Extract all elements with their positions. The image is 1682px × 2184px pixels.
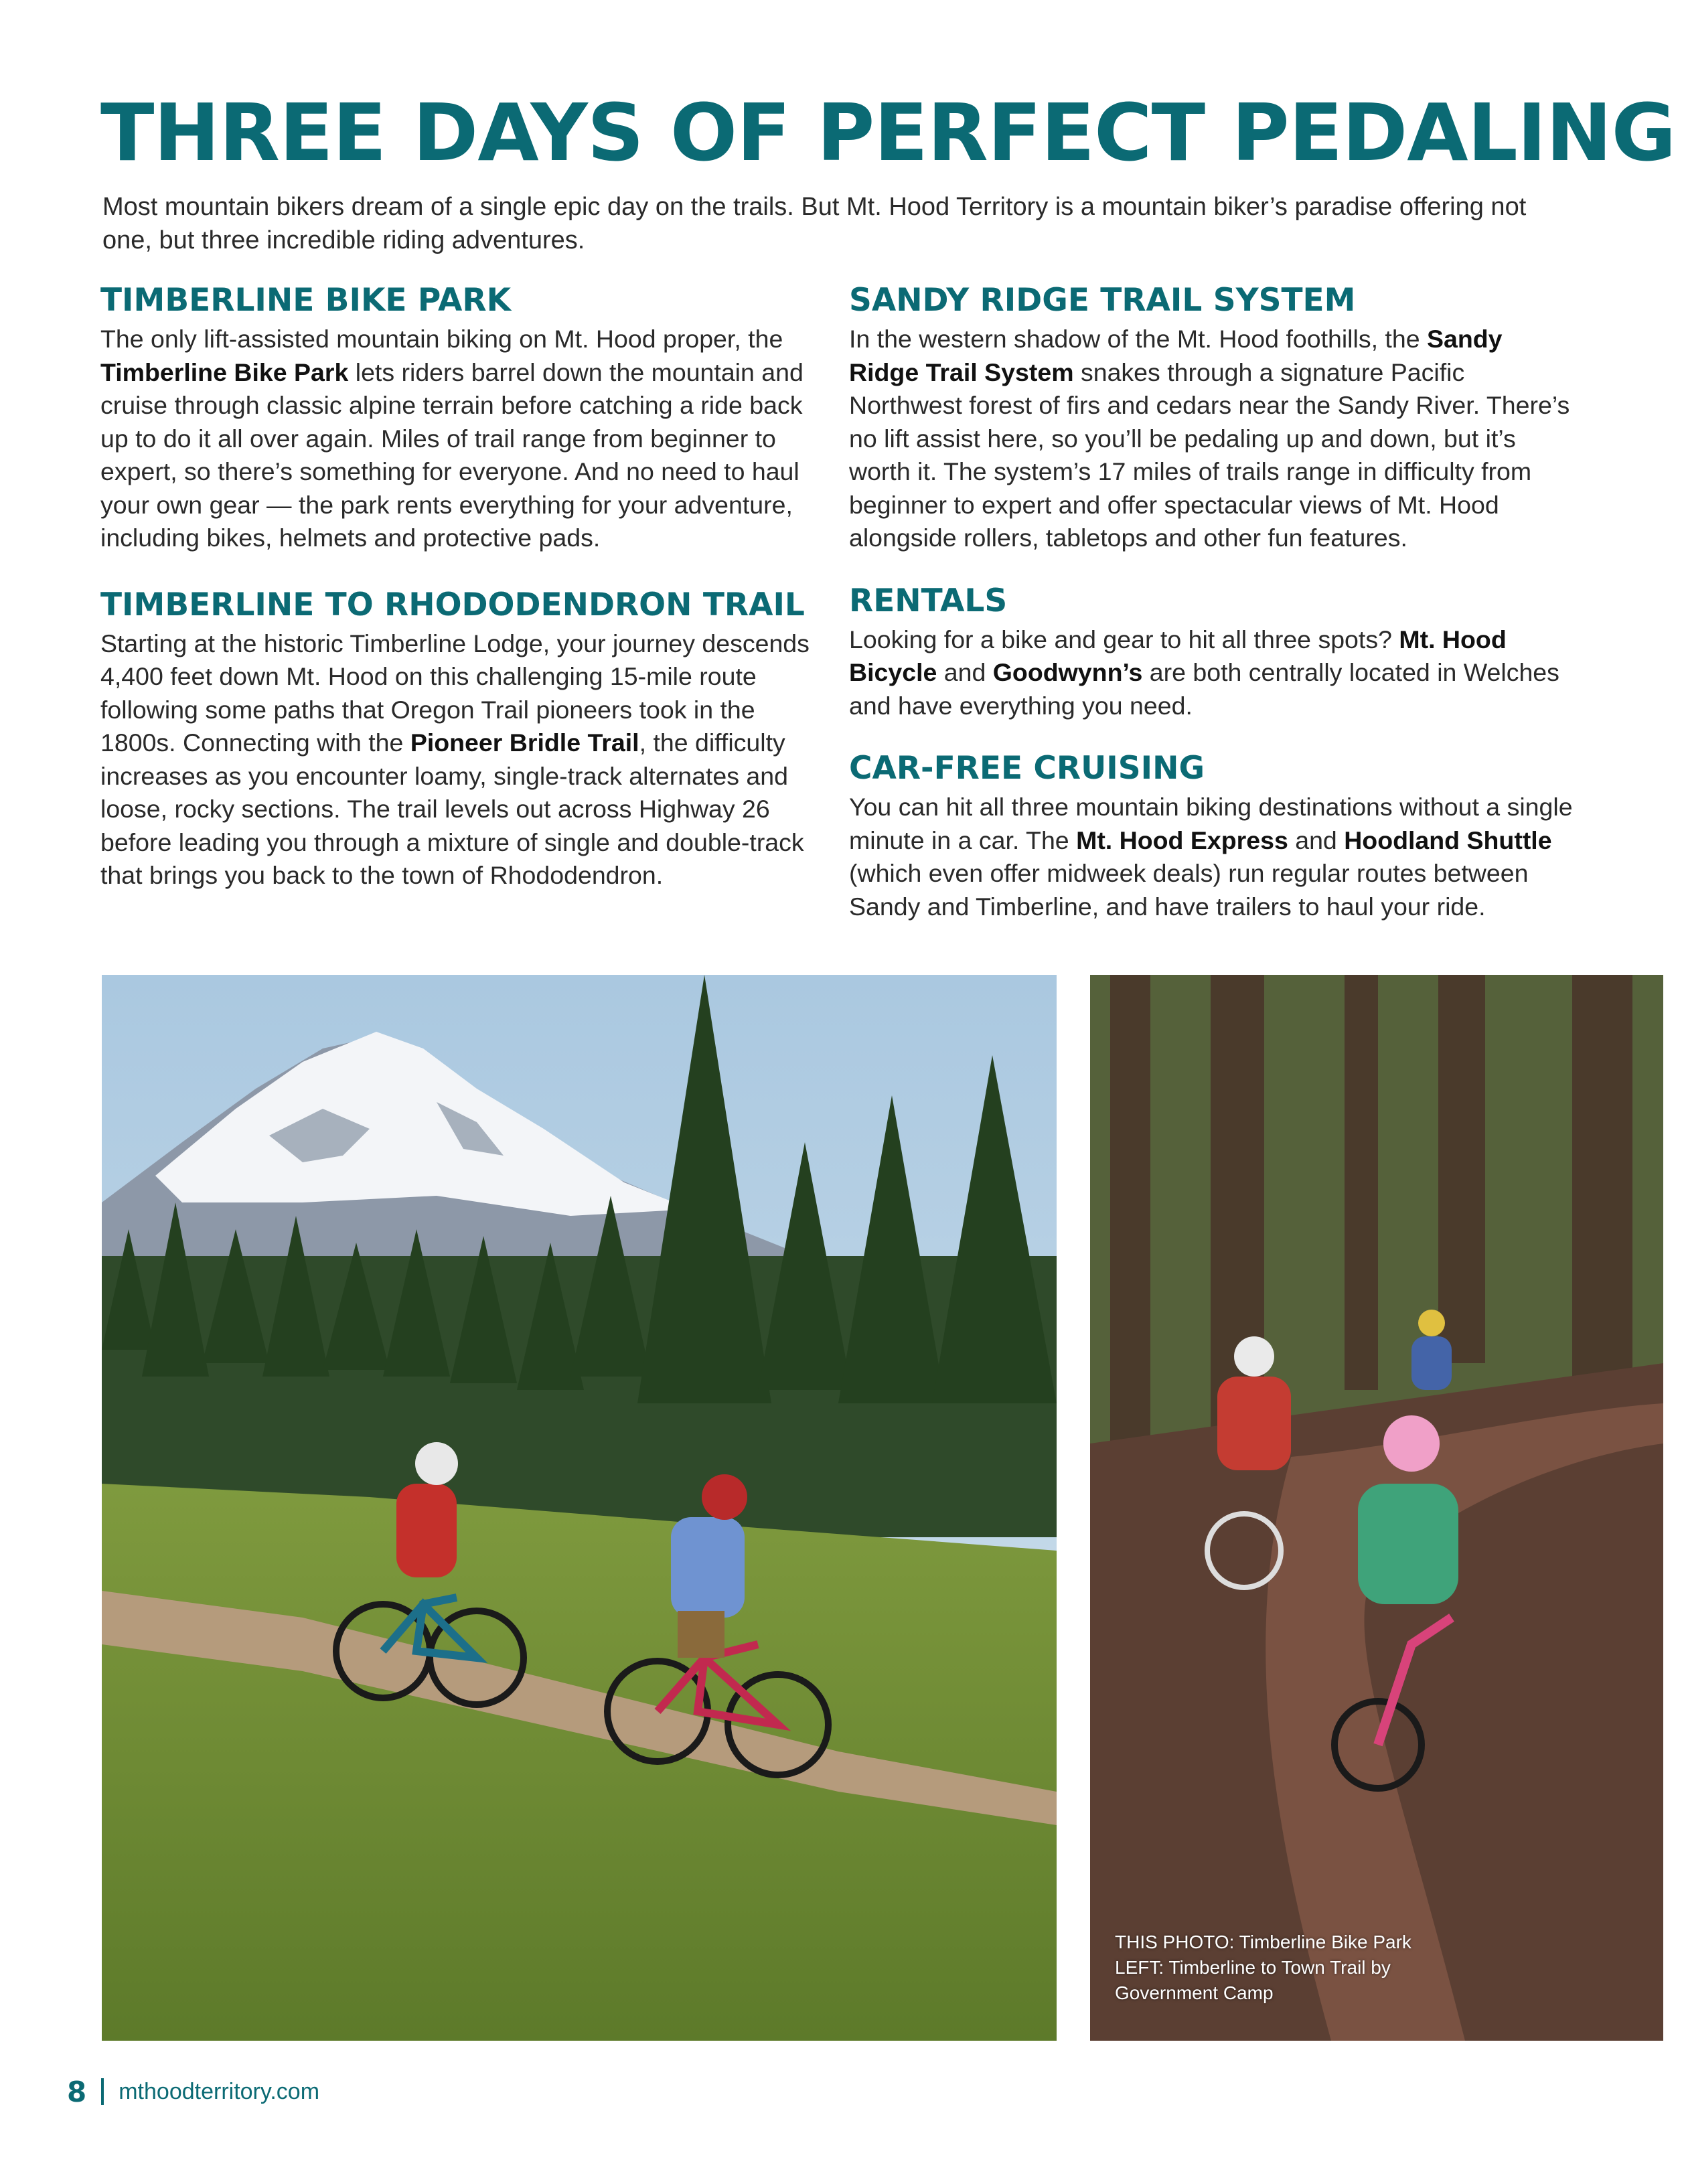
caption-left-line-1: LEFT: Timberline to Town Trail by xyxy=(1115,1957,1391,1978)
body-text: and xyxy=(937,658,993,686)
place-name-pioneer-bridle-trail: Pioneer Bridle Trail xyxy=(410,728,639,757)
service-name-mt-hood-express: Mt. Hood Express xyxy=(1076,826,1288,854)
body-text: The only lift-assisted mountain biking on Mt. Hood proper, the xyxy=(100,325,783,353)
section-heading: TIMBERLINE TO RHODODENDRON TRAIL xyxy=(100,586,805,623)
photo-captions xyxy=(1115,1930,1517,2006)
page-footer xyxy=(67,2072,319,2112)
intro-paragraph: Most mountain bikers dream of a single epic day on the trails. But Mt. Hood Territory is a mountain biker’s paradise offering not one, but three incredible riding adventures. xyxy=(102,193,1527,254)
section-car-free xyxy=(849,749,1579,923)
caption-this-photo: THIS PHOTO: Timberline Bike Park xyxy=(1115,1932,1411,1952)
section-body xyxy=(100,627,830,892)
body-text: are both centrally located in Welches and have everything you need. xyxy=(849,658,1559,720)
service-name-hoodland-shuttle: Hoodland Shuttle xyxy=(1344,826,1552,854)
body-text: You can hit all three mountain biking destinations without a single minute in a car. The xyxy=(849,793,1573,854)
website-link[interactable]: mthoodterritory.com xyxy=(119,2078,320,2104)
section-heading: CAR-FREE CRUISING xyxy=(849,750,1205,787)
body-text: (which even offer midweek deals) run regular routes between Sandy and Timberline, and have trailers to haul your ride. xyxy=(849,859,1529,921)
page-number: 8 xyxy=(67,2075,87,2108)
section-body xyxy=(100,323,830,555)
section-rentals xyxy=(849,582,1579,723)
photo-forest-trail-riders-illustration xyxy=(1090,975,1663,2041)
section-heading: SANDY RIDGE TRAIL SYSTEM xyxy=(849,282,1356,319)
body-text: snakes through a signature Pacific Northwest forest of firs and cedars near the Sandy River. There’s no lift assist here, so you’ll be pedaling up and down, but it’s worth it. The system’s 17 miles of trails range in difficulty from beginner to expert and offer spectacular views of Mt. Hood alongside rollers, tabletops and other fun features. xyxy=(849,358,1570,552)
photo-forest-trail-riders xyxy=(1090,975,1663,2041)
business-name-mt-hood-bicycle: Mt. Hood Bicycle xyxy=(849,625,1507,686)
section-body xyxy=(849,791,1579,923)
section-body xyxy=(849,623,1579,723)
page-title: THREE DAYS OF PERFECT PEDALING xyxy=(100,86,1676,179)
body-text: Starting at the historic Timberline Lodge, your journey descends 4,400 feet down Mt. Hood on this challenging 15-mile route following some paths that Oregon Trail pioneers took in the 1800s. Connecting with the xyxy=(100,629,810,757)
body-text: and xyxy=(1288,826,1345,854)
business-name-goodwynns: Goodwynn’s xyxy=(992,658,1143,686)
section-heading: TIMBERLINE BIKE PARK xyxy=(100,282,511,319)
body-text: lets riders barrel down the mountain and cruise through classic alpine terrain before catching a ride back up to do it all over again. Miles of trail range from beginner to expert, so there’s something for everyone. And no need to haul your own gear — the park rents everything for your adventure, including bikes, helmets and protective pads. xyxy=(100,358,804,552)
photo-mountain-bikers-meadow-illustration xyxy=(102,975,1057,2041)
body-text: , the difficulty increases as you encounter loamy, single-track alternates and loose, rocky sections. The trail levels out across Highway 26 before leading you through a mixture of single and double-track that brings you back to the town of Rhododendron. xyxy=(100,728,804,889)
body-text: Looking for a bike and gear to hit all three spots? xyxy=(849,625,1399,653)
body-text: In the western shadow of the Mt. Hood foothills, the xyxy=(849,325,1427,353)
photo-mountain-bikers-meadow xyxy=(102,975,1057,2041)
section-timberline-to-rhododendron xyxy=(100,586,830,892)
footer-divider xyxy=(101,2078,104,2105)
left-column xyxy=(100,281,830,923)
section-timberline-bike-park xyxy=(100,281,830,555)
place-name-sandy-ridge: Sandy Ridge Trail System xyxy=(849,325,1503,386)
section-heading: RENTALS xyxy=(849,582,1008,619)
section-sandy-ridge xyxy=(849,281,1579,555)
section-body xyxy=(849,323,1579,555)
right-column xyxy=(849,281,1579,950)
caption-left-line-2: Government Camp xyxy=(1115,1982,1274,2003)
place-name-timberline-bike-park: Timberline Bike Park xyxy=(100,358,349,386)
